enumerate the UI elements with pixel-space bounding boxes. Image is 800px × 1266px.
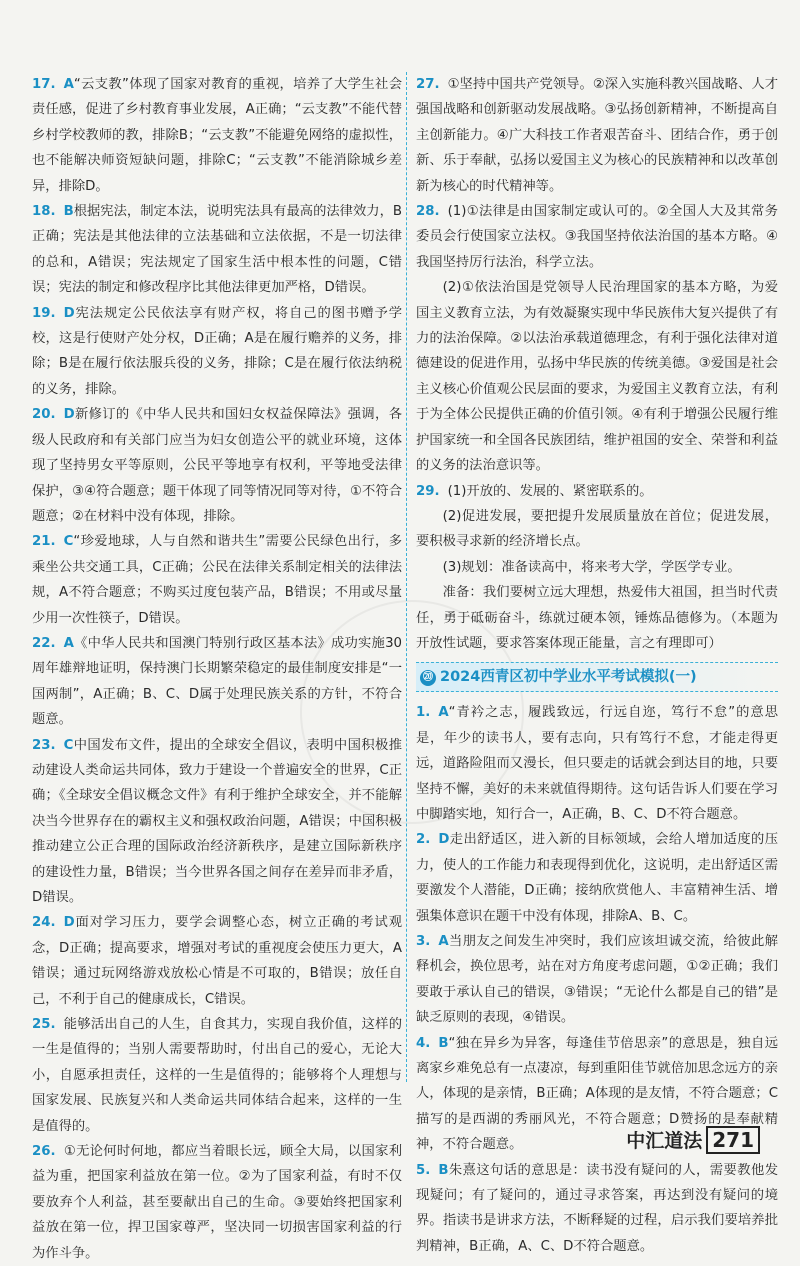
- right-column: [416, 72, 778, 1259]
- item-subtext: (2)①依法治国是党领导人民治理国家的基本方略，为爱国主义教育立法，为有效凝聚实现中华民族伟大复兴提供了有力的法治保障。②以法治承载道德理念，有利于强化法律对道德建设的促进作用，弘扬中华民族的传统美德。③爱国是社会主义核心价值观公民层面的要求，为爱国主义教育立法，有利于为全体公民提供正确的价值引领。④有利于增强公民履行维护国家统一和全国各民族团结，维护祖国的安全、荣誉和利益的义务的法治意识等。: [416, 280, 778, 474]
- item-text: 当朋友之间发生冲突时，我们应该坦诚交流，给彼此解释机会，换位思考，站在对方角度考虑问题，①②正确；我们要敢于承认自己的错误，③错误；“无论什么都是自己的错”是缺乏原则的表现，④错误。: [416, 934, 778, 1026]
- answer-item: [32, 402, 402, 529]
- page-number: 271: [706, 1126, 760, 1154]
- item-text: “云支教”体现了国家对教育的重视，培养了大学生社会责任感，促进了乡村教育事业发展，A正确；“云支教”不能代替乡村学校教师的教，排除B；“云支教”不能避免网络的虚拟性，也不能解决师资短缺问题，排除C；“云支教”不能消除城乡差异，排除D。: [32, 77, 402, 194]
- item-answer: A: [438, 934, 449, 949]
- answer-item: [416, 479, 778, 657]
- footer-brand: 中汇道法: [626, 1130, 703, 1152]
- item-answer: B: [438, 1162, 449, 1178]
- section-title-text: 2024西青区初中学业水平考试模拟(一): [440, 669, 697, 686]
- item-text: 中国发布文件，提出的全球安全倡议，表明中国积极推动建设人类命运共同体，致力于建设一个普遍安全的世界，C正确；《全球安全倡议概念文件》有利于维护全球安全，并不能解决当今世界存在的霸权主义和强权政治问题，A错误；中国积极推动建立公正合理的国际政治经济新秩序，是建立国际新秩序的建设性力量，B错误；当今世界各国之间存在差异而非矛盾，D错误。: [32, 737, 402, 905]
- item-answer: D: [63, 305, 75, 321]
- answer-item: [32, 199, 402, 301]
- item-text: 宪法规定公民依法享有财产权，将自己的图书赠予学校，这是行使财产处分权，D正确；A是在履行赡养的义务，排除；B是在履行依法服兵役的义务，排除；C是在履行依法纳税的义务，排除。: [32, 305, 402, 397]
- answer-item: [416, 199, 778, 478]
- item-number: 25.: [32, 1017, 56, 1033]
- item-answer: A: [63, 635, 74, 651]
- item-answer: A: [63, 77, 74, 92]
- item-number: 28.: [416, 204, 440, 220]
- answer-item: [32, 1139, 402, 1266]
- answer-item: [416, 700, 778, 827]
- item-number: 20.: [32, 407, 56, 423]
- item-answer: D: [63, 915, 75, 931]
- item-number: 22.: [32, 635, 56, 651]
- item-answer: D: [438, 832, 450, 848]
- section-title: [416, 662, 778, 692]
- answer-item: [32, 910, 402, 1012]
- item-subtext: 准备：我们要树立远大理想，热爱伟大祖国，担当时代责任，勇于砥砺奋斗，练就过硬本领，锤炼品德修为。（本题为开放性试题，要求答案体现正能量，言之有理即可）: [416, 585, 778, 651]
- item-text: “独在异乡为异客，每逢佳节倍思亲”的意思是，独自远离家乡难免总有一点凄凉，每到重阳佳节就倍加思念远方的亲人，体现的是亲情，B正确；A体现的是友情，不符合题意；C描写的是西湖的秀丽风光，不符合题意；D赞扬的是奉献精神，不符合题意。: [416, 1035, 778, 1153]
- item-number: 3.: [416, 934, 431, 949]
- answer-item: [32, 301, 402, 403]
- answer-item: [416, 929, 778, 1031]
- answer-item: [32, 529, 402, 631]
- item-number: 4.: [416, 1035, 431, 1051]
- item-text: “青衿之志，履践致远，行远自迩，笃行不怠”的意思是，年少的读书人，要有志向，只有笃行不怠，才能走得更远，道路险阻而又漫长，但只要走的话就会到达目的地，只要坚持不懈，美好的未来就值得期待。这句话告诉人们要在学习中脚踏实地，知行合一，A正确，B、C、D不符合题意。: [416, 705, 778, 822]
- item-number: 21.: [32, 534, 56, 550]
- item-number: 23.: [32, 737, 56, 753]
- column-divider: [406, 72, 407, 1082]
- item-text: (1)开放的、发展的、紧密联系的。: [447, 483, 653, 499]
- item-number: 1.: [416, 705, 431, 721]
- item-answer: C: [63, 737, 74, 753]
- item-number: 29.: [416, 483, 440, 499]
- section-badge: ⑳: [420, 670, 436, 686]
- left-column: [32, 72, 402, 1266]
- item-text: (1)①法律是由国家制定或认可的。②全国人大及其常务委员会行使国家立法权。③我国坚持依法治国的基本方略。④我国坚持厉行法治，科学立法。: [416, 204, 778, 270]
- item-subtext: (3)规划：准备读高中，将来考大学，学医学专业。: [442, 559, 741, 575]
- item-subtext: (2)促进发展，要把提升发展质量放在首位；促进发展，要积极寻求新的经济增长点。: [416, 508, 778, 550]
- item-number: 18.: [32, 204, 56, 220]
- item-answer: B: [438, 1035, 449, 1051]
- answer-item: [32, 733, 402, 911]
- item-answer: D: [63, 407, 75, 423]
- item-number: 17.: [32, 77, 56, 92]
- answer-item: [416, 72, 778, 199]
- item-number: 19.: [32, 305, 56, 321]
- item-text: ①坚持中国共产党领导。②深入实施科教兴国战略、人才强国战略和创新驱动发展战略。③弘扬创新精神，不断提高自主创新能力。④广大科技工作者艰苦奋斗、团结合作，勇于创新、乐于奉献，弘扬以爱国主义为核心的民族精神和以改革创新为核心的时代精神等。: [416, 77, 778, 194]
- answer-item: [32, 631, 402, 733]
- item-text: 面对学习压力，要学会调整心态，树立正确的考试观念，D正确；提高要求，增强对考试的重视度会使压力更大，A错误；通过玩网络游戏放松心情是不可取的，B错误；放任自己，不利于自己的健康成长，C错误。: [32, 915, 402, 1007]
- answer-item: [416, 827, 778, 929]
- item-answer: C: [63, 534, 74, 550]
- item-text: 《中华人民共和国澳门特别行政区基本法》成功实施30周年雄辩地证明，保持澳门长期繁荣稳定的最佳制度安排是“一国两制”，A正确；B、C、D属于处理民族关系的方针，不符合题意。: [32, 635, 402, 728]
- item-number: 24.: [32, 915, 56, 931]
- page-footer: [626, 1126, 760, 1154]
- item-text: 朱熹这句话的意思是：读书没有疑问的人，需要教他发现疑问；有了疑问的，通过寻求答案，再达到没有疑问的境界。指读书是讲求方法，不断释疑的过程，启示我们要培养批判精神，B正确，A、C、D不符合题意。: [416, 1162, 778, 1254]
- item-text: ①无论何时何地，都应当着眼长远，顾全大局，以国家利益为重，把国家利益放在第一位。②为了国家利益，有时不仅要放弃个人利益，甚至要献出自己的生命。③要始终把国家利益放在第一位，捍卫国家尊严，坚决同一切损害国家利益的行为作斗争。: [32, 1144, 402, 1261]
- answer-item: [32, 72, 402, 199]
- item-text: 能够活出自己的人生，自食其力，实现自我价值，这样的一生是值得的；当别人需要帮助时，付出自己的爱心，无论大小，自愿承担责任，这样的一生是值得的；能够将个人理想与国家发展、民族复兴和人类命运共同体结合起来，这样的一生是值得的。: [32, 1017, 402, 1134]
- item-number: 26.: [32, 1144, 56, 1160]
- item-number: 2.: [416, 832, 431, 848]
- answer-item: [416, 1158, 778, 1260]
- item-text: 根据宪法，制定本法，说明宪法具有最高的法律效力，B正确；宪法是其他法律的立法基础和立法依据，不是一切法律的总和，A错误；宪法规定了国家生活中根本性的问题，C错误；宪法的制定和修改程序比其他法律更加严格，D错误。: [32, 204, 402, 296]
- item-number: 5.: [416, 1162, 431, 1178]
- item-answer: A: [438, 705, 449, 721]
- item-text: 走出舒适区，进入新的目标领域，会给人增加适度的压力，使人的工作能力和表现得到优化，这说明，走出舒适区需要激发个人潜能，D正确；接纳欣赏他人、丰富精神生活、增强集体意识在题干中没有体现，排除A、B、C。: [416, 832, 778, 924]
- answer-item: [32, 1012, 402, 1139]
- item-text: “珍爱地球，人与自然和谐共生”需要公民绿色出行，多乘坐公共交通工具，C正确；公民在法律关系制定相关的法律法规，A不符合题意；不购买过度包装产品，B错误；不用或尽量少用一次性筷子，D错误。: [32, 534, 402, 626]
- item-text: 新修订的《中华人民共和国妇女权益保障法》强调，各级人民政府和有关部门应当为妇女创造公平的就业环境，这体现了坚持男女平等原则，公民平等地享有权利，平等地受法律保护，③④符合题意；题干体现了同等情况同等对待，①不符合题意；②在材料中没有体现，排除。: [32, 407, 402, 524]
- item-answer: B: [63, 204, 74, 220]
- item-number: 27.: [416, 77, 440, 92]
